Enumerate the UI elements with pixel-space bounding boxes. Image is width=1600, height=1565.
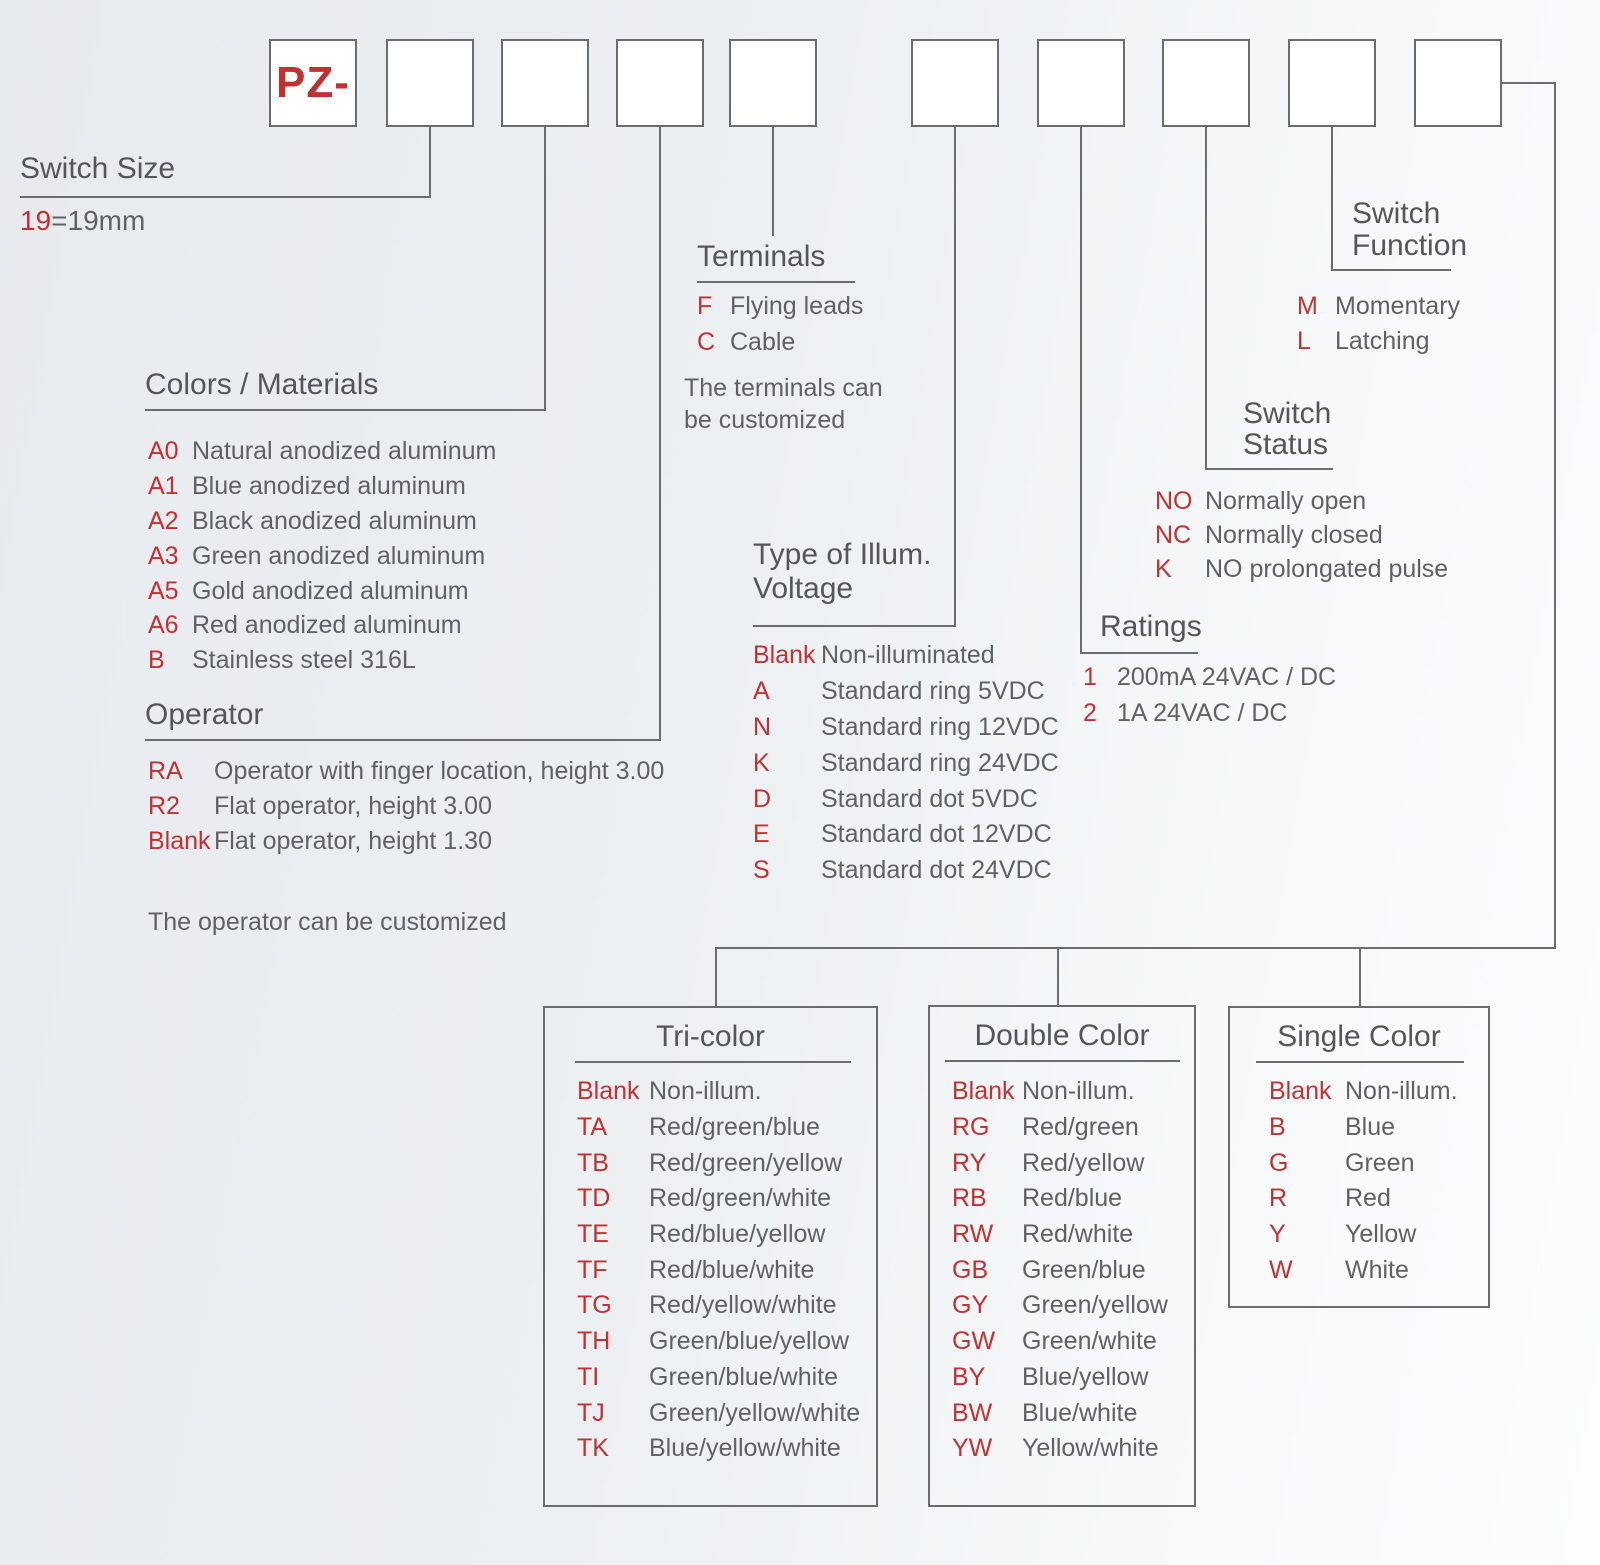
illumination-title-line2: Voltage [753,572,854,605]
single-color-item [1269,1217,1458,1253]
item-code: E [753,820,770,849]
code-box-ratings [1037,39,1125,127]
double-color-item [952,1145,1168,1181]
item-label: Cable [730,327,796,356]
item-label: NO prolongated pulse [1205,554,1449,583]
item-code: RY [952,1148,987,1177]
item-label: Yellow [1345,1220,1417,1249]
item-code: C [697,327,716,356]
terminals-title: Terminals [697,240,826,273]
terminals-item [697,288,863,324]
code-box-operator [616,39,704,127]
colors-materials-item [148,608,496,643]
item-code: D [753,784,772,813]
illumination-item [753,781,1059,817]
switch-size-title: Switch Size [20,152,176,185]
illumination-item [753,674,1059,710]
item-label: White [1345,1255,1409,1284]
terminals-item [697,324,863,360]
illumination-title-line1: Type of Illum. [753,538,932,571]
switch-status-title [1243,398,1331,460]
double-color-item [952,1360,1168,1396]
code-box-function [1288,39,1376,127]
item-label: Red/blue [1022,1184,1123,1213]
double-color-item [952,1181,1168,1217]
single-color-item [1269,1074,1458,1110]
item-code: M [1297,292,1318,320]
item-label: Black anodized aluminum [192,506,477,535]
colors-materials-item [148,469,496,504]
code-box-status [1162,39,1250,127]
single-color-panel [1228,1006,1490,1308]
item-label: Red/blue/white [649,1255,815,1284]
illumination-item [753,710,1059,746]
colors-materials-title: Colors / Materials [145,368,379,401]
item-code: Blank [952,1077,1015,1106]
item-label: Red/green [1022,1113,1139,1142]
item-label: Red/blue/yellow [649,1220,826,1249]
item-label: Normally closed [1205,520,1383,549]
tri-color-item [577,1431,860,1467]
item-code: RW [952,1220,994,1249]
tri-color-item [577,1217,860,1253]
double-color-list [952,1074,1168,1467]
item-code: Blank [577,1077,640,1106]
item-label: Non-illum. [1345,1077,1458,1106]
operator-item [148,789,664,824]
switch-size-label: =19mm [51,205,146,236]
illumination-item [753,745,1059,781]
item-code: TB [577,1148,609,1177]
double-color-rule [945,1060,1180,1062]
item-code: Blank [148,827,211,855]
item-code: Y [1269,1220,1286,1249]
item-label: Green/blue [1022,1255,1146,1284]
operator-title: Operator [145,698,264,731]
double-color-item [952,1288,1168,1324]
item-code: RA [148,757,183,785]
item-label: Green [1345,1148,1415,1177]
switch-status-item [1155,552,1448,586]
item-label: Red/green/blue [649,1113,820,1142]
switch-status-title-line1: Switch [1243,397,1332,430]
code-box-size [386,39,474,127]
item-code: Blank [1269,1077,1332,1106]
switch-status-item [1155,518,1448,552]
item-label: Gold anodized aluminum [192,576,469,605]
single-color-item [1269,1145,1458,1181]
item-label: Non-illum. [649,1077,762,1106]
item-code: A2 [148,506,179,535]
item-code: A0 [148,436,179,465]
item-label: Red/green/yellow [649,1148,843,1177]
item-label: Red/yellow/white [649,1291,837,1320]
part-prefix-box [269,39,357,127]
double-color-item [952,1110,1168,1146]
single-color-list [1269,1074,1458,1288]
item-label: Blue/yellow/white [649,1434,841,1463]
item-label: Green/blue/white [649,1362,839,1391]
ratings-item [1083,660,1336,696]
item-code: BY [952,1362,986,1391]
item-code: B [1269,1113,1286,1142]
illumination-item [753,853,1059,889]
item-code: YW [952,1434,993,1463]
item-label: Green/blue/yellow [649,1327,850,1356]
double-color-item [952,1217,1168,1253]
item-code: S [753,856,770,885]
item-code: R2 [148,792,180,820]
code-box-illumination [911,39,999,127]
item-code: A1 [148,471,179,500]
item-label: Stainless steel 316L [192,646,416,675]
item-code: NO [1155,486,1193,515]
item-label: Blue/white [1022,1398,1138,1427]
item-code: A3 [148,541,179,570]
switch-function-list [1297,289,1460,359]
item-label: Natural anodized aluminum [192,436,497,465]
switch-status-item [1155,484,1448,518]
item-code: TF [577,1255,608,1284]
item-label: Blue/yellow [1022,1362,1149,1391]
colors-materials-item [148,574,496,609]
item-code: GY [952,1291,989,1320]
tri-color-item [577,1252,860,1288]
item-code: Blank [753,641,816,670]
item-code: BW [952,1398,993,1427]
ratings-list [1083,660,1336,731]
item-label: Flat operator, height 3.00 [214,792,492,820]
colors-materials-list [148,434,496,678]
tri-color-item [577,1110,860,1146]
single-color-rule [1256,1061,1464,1063]
item-label: Standard dot 24VDC [821,856,1052,885]
item-code: W [1269,1255,1293,1284]
ratings-title: Ratings [1100,610,1202,643]
item-code: TK [577,1434,609,1463]
operator-list [148,754,664,859]
illumination-title [753,538,931,606]
item-label: Red/yellow [1022,1148,1145,1177]
item-label: Operator with finger location, height 3.00 [214,757,665,785]
switch-function-item [1297,289,1460,324]
double-color-item [952,1074,1168,1110]
item-label: Momentary [1335,292,1461,320]
item-code: R [1269,1184,1288,1213]
item-code: 2 [1083,698,1097,727]
item-label: Red/white [1022,1220,1134,1249]
item-label: Flying leads [730,291,864,320]
switch-function-title-line1: Switch [1352,197,1441,230]
colors-materials-item [148,539,496,574]
illumination-list [753,638,1059,889]
item-code: TI [577,1362,600,1391]
item-code: RB [952,1184,987,1213]
item-label: Normally open [1205,486,1367,515]
item-label: Green/yellow [1022,1291,1168,1320]
item-code: TH [577,1327,611,1356]
item-code: A6 [148,611,179,640]
item-label: Standard ring 24VDC [821,748,1059,777]
tri-color-item [577,1360,860,1396]
item-label: Red anodized aluminum [192,611,462,640]
switch-size-code: 19 [20,205,52,236]
item-code: F [697,291,713,320]
item-code: TJ [577,1398,605,1427]
item-label: Green/yellow/white [649,1398,861,1427]
item-code: A [753,677,770,706]
switch-function-title [1352,198,1467,262]
item-label: Blue [1345,1113,1396,1142]
item-code: B [148,646,165,675]
operator-item [148,824,664,859]
item-code: L [1297,327,1311,355]
item-label: Latching [1335,327,1430,355]
item-label: Non-illum. [1022,1077,1135,1106]
item-label: 200mA 24VAC / DC [1117,663,1337,692]
item-code: G [1269,1148,1289,1177]
item-code: NC [1155,520,1192,549]
tri-color-item [577,1288,860,1324]
item-label: Standard dot 12VDC [821,820,1052,849]
item-label: Standard ring 12VDC [821,712,1059,741]
switch-status-list [1155,484,1448,586]
item-label: Red/green/white [649,1184,832,1213]
tri-color-item [577,1074,860,1110]
item-label: Standard dot 5VDC [821,784,1038,813]
code-box-color-material [501,39,589,127]
double-color-panel [928,1005,1196,1507]
illumination-item [753,638,1059,674]
single-color-title: Single Color [1277,1020,1441,1053]
item-code: 1 [1083,663,1097,692]
switch-function-item [1297,324,1460,359]
item-label: Yellow/white [1022,1434,1159,1463]
double-color-item [952,1252,1168,1288]
colors-materials-item [148,643,496,678]
tri-color-rule [575,1061,851,1063]
item-label: Green anodized aluminum [192,541,486,570]
item-label: Blue anodized aluminum [192,471,466,500]
tri-color-item [577,1145,860,1181]
item-code: A5 [148,576,179,605]
single-color-item [1269,1181,1458,1217]
item-label: Non-illuminated [821,641,995,670]
item-code: K [1155,554,1172,583]
item-label: 1A 24VAC / DC [1117,698,1288,727]
item-code: RG [952,1113,990,1142]
terminals-note: The terminals can be customized [684,374,883,434]
item-label: Red [1345,1184,1391,1213]
tri-color-panel [543,1006,878,1507]
code-box-illum-color [1414,39,1502,127]
item-code: K [753,748,770,777]
item-code: GW [952,1327,996,1356]
tri-color-item [577,1181,860,1217]
double-color-title: Double Color [974,1019,1150,1052]
item-label: Green/white [1022,1327,1157,1356]
item-code: TD [577,1184,611,1213]
single-color-item [1269,1252,1458,1288]
ratings-item [1083,696,1336,732]
tri-color-item [577,1324,860,1360]
operator-item [148,754,664,789]
tri-color-title: Tri-color [656,1020,765,1053]
item-code: TE [577,1220,609,1249]
code-box-terminals [729,39,817,127]
part-prefix: PZ- [276,58,350,107]
item-label: Flat operator, height 1.30 [214,827,492,855]
tri-color-list [577,1074,860,1467]
tri-color-item [577,1395,860,1431]
colors-materials-item [148,504,496,539]
item-code: TG [577,1291,612,1320]
illumination-item [753,817,1059,853]
item-code: TA [577,1113,608,1142]
colors-materials-item [148,434,496,469]
switch-size-value [20,205,145,237]
item-code: GB [952,1255,989,1284]
double-color-item [952,1395,1168,1431]
item-code: N [753,712,772,741]
double-color-item [952,1324,1168,1360]
operator-note: The operator can be customized [148,908,507,936]
terminals-list [697,288,863,360]
item-label: Standard ring 5VDC [821,677,1045,706]
double-color-item [952,1431,1168,1467]
switch-status-title-line2: Status [1243,428,1329,461]
switch-function-title-line2: Function [1352,229,1468,262]
single-color-item [1269,1110,1458,1146]
